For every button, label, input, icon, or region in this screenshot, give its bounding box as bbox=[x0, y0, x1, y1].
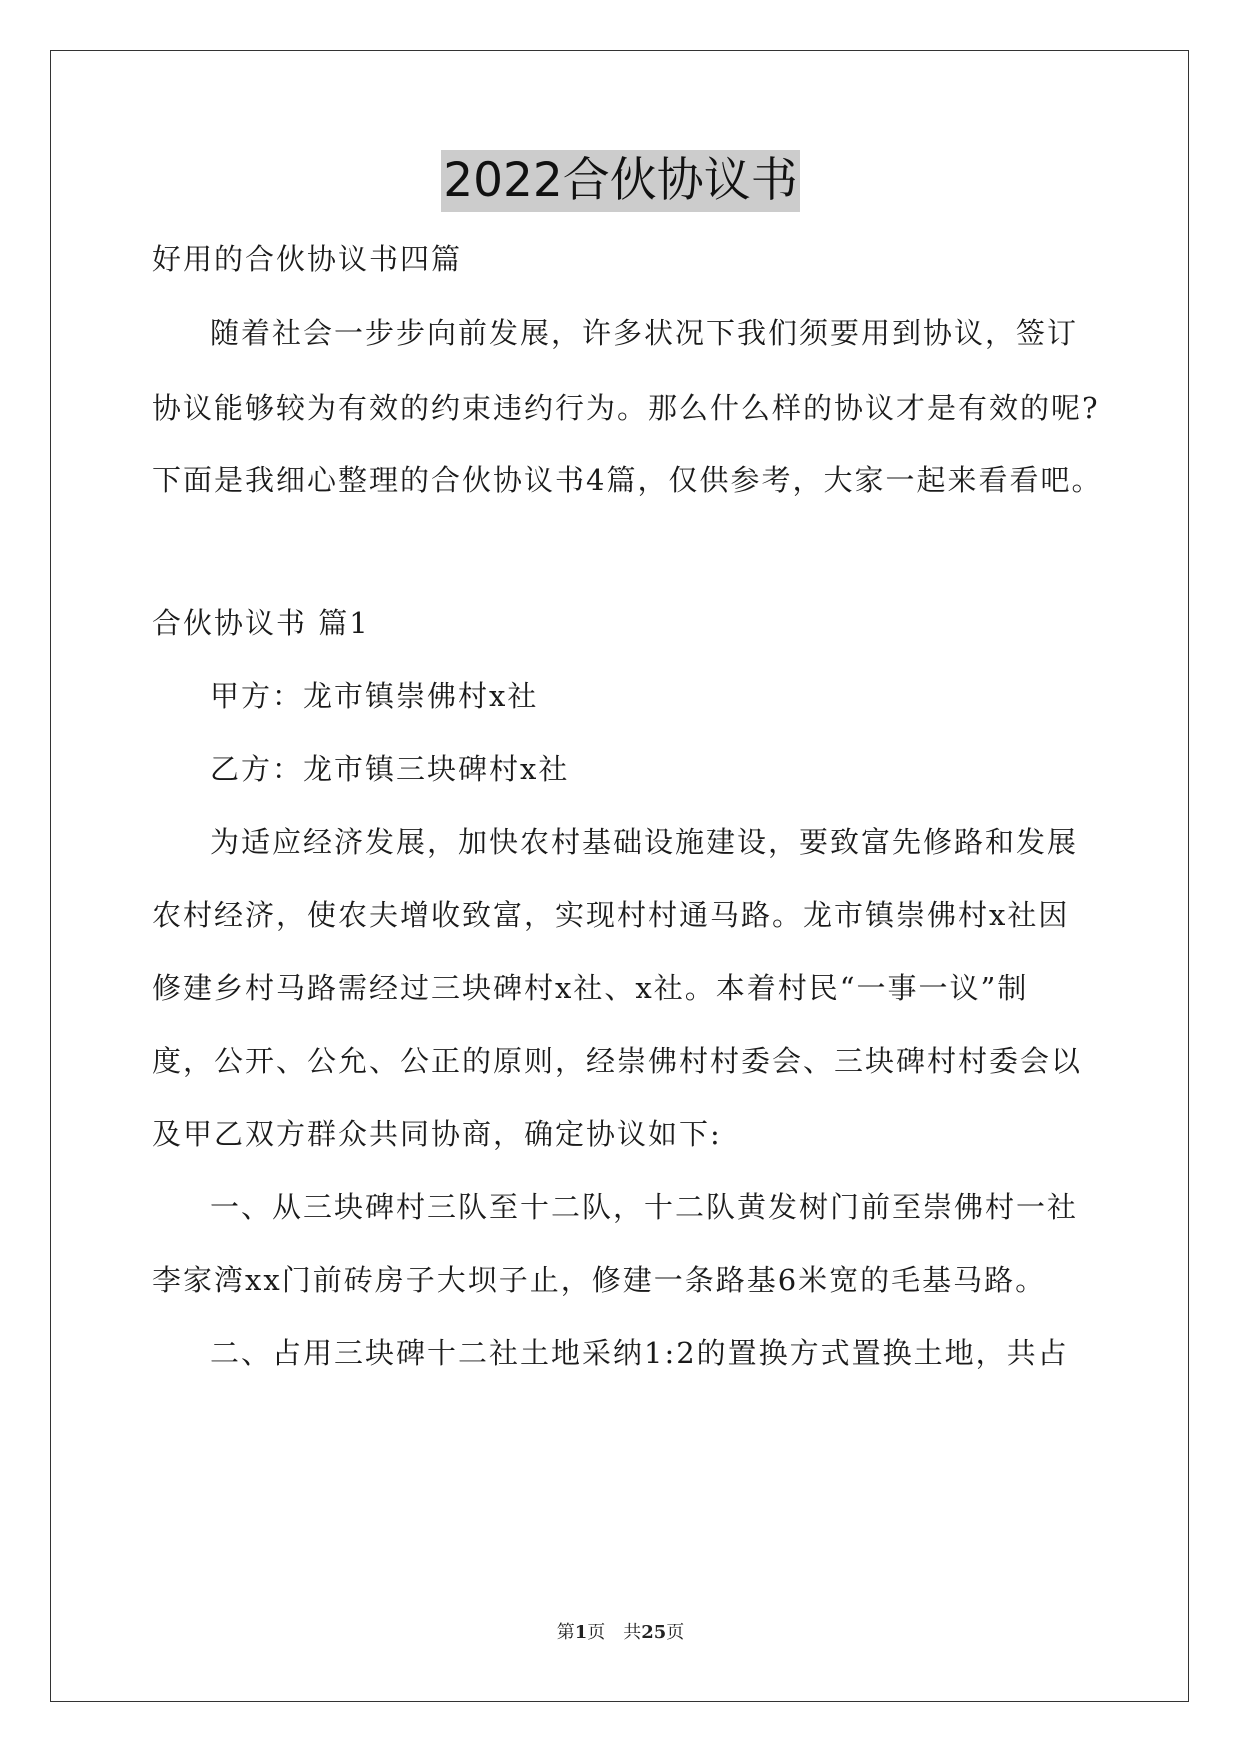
body-line-7: 李家湾xx门前砖房子大坝子止，修建一条路基6米宽的毛基马路。 bbox=[152, 1263, 1047, 1297]
intro-line-1: 随着社会一步步向前发展，许多状况下我们须要用到协议，签订 bbox=[210, 316, 1079, 350]
document-subtitle: 好用的合伙协议书四篇 bbox=[152, 242, 463, 276]
total-suffix: 页 bbox=[666, 1622, 685, 1643]
body-line-2: 农村经济，使农夫增收致富，实现村村通马路。龙市镇崇佛村x社因 bbox=[152, 898, 1070, 932]
intro-line-2: 协议能够较为有效的约束违约行为。那么什么样的协议才是有效的呢? bbox=[152, 391, 1100, 425]
section-heading: 合伙协议书 篇1 bbox=[152, 606, 370, 640]
total-prefix: 共 bbox=[623, 1622, 642, 1643]
body-line-6: 一、从三块碑村三队至十二队，十二队黄发树门前至崇佛村一社 bbox=[210, 1190, 1079, 1224]
page-number: 1 bbox=[574, 1622, 588, 1643]
intro-line-3: 下面是我细心整理的合伙协议书4篇，仅供参考，大家一起来看看吧。 bbox=[152, 463, 1103, 497]
page-border bbox=[50, 50, 1189, 1702]
body-line-5: 及甲乙双方群众共同协商，确定协议如下: bbox=[152, 1117, 722, 1151]
body-line-8: 二、占用三块碑十二社土地采纳1:2的置换方式置换土地，共占 bbox=[210, 1336, 1069, 1370]
party-b: 乙方：龙市镇三块碑村x社 bbox=[210, 752, 570, 786]
title-container bbox=[0, 150, 1241, 212]
page-suffix: 页 bbox=[587, 1622, 606, 1643]
document-title: 2022合伙协议书 bbox=[441, 150, 800, 212]
body-line-4: 度，公开、公允、公正的原则，经崇佛村村委会、三块碑村村委会以 bbox=[152, 1044, 1083, 1078]
total-pages: 25 bbox=[641, 1622, 667, 1643]
page-footer bbox=[0, 1621, 1241, 1645]
page-prefix: 第 bbox=[556, 1622, 575, 1643]
body-line-1: 为适应经济发展，加快农村基础设施建设，要致富先修路和发展 bbox=[210, 825, 1079, 859]
body-line-3: 修建乡村马路需经过三块碑村x社、x社。本着村民“一事一议”制 bbox=[152, 971, 1029, 1005]
party-a: 甲方：龙市镇崇佛村x社 bbox=[210, 679, 539, 713]
